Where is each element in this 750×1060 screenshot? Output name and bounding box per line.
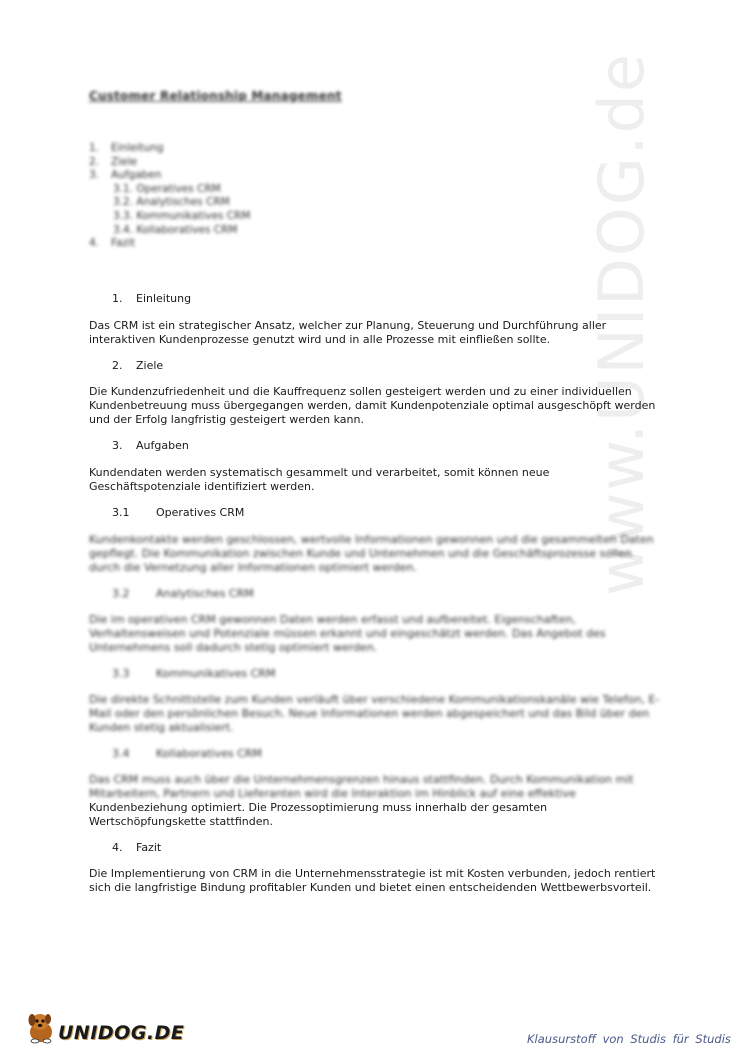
subsection-heading: 3.1 Operatives CRM bbox=[112, 506, 245, 519]
subsection-heading: 3.3 Kommunikatives CRM bbox=[112, 667, 276, 680]
table-of-contents bbox=[89, 142, 250, 251]
section-paragraph-blurred: Das CRM muss auch über die Unternehmensgrenzen hinaus stattfinden. Durch Kommunikation mit Mitarbeitern, Partnern und Lieferanten wird die Interaktion im Hinblick auf eine effektive bbox=[89, 773, 634, 800]
toc-item: 3. Aufgaben bbox=[89, 169, 162, 182]
section-heading: 3. Aufgaben bbox=[112, 439, 189, 452]
toc-item: 1. Einleitung bbox=[89, 142, 164, 154]
section-paragraph: Kundenbeziehung optimiert. Die Prozessoptimierung muss innerhalb der gesamten Wertschöpfungskette stattfinden. bbox=[89, 801, 548, 828]
section-heading: 4. Fazit bbox=[112, 841, 162, 854]
subsection-heading: 3.2 Analytisches CRM bbox=[112, 587, 254, 600]
section-paragraph: Die Implementierung von CRM in die Unternehmensstrategie ist mit Kosten verbunden, jedoch rentiert sich die langfristige Bindung profitabler Kunden und bietet einen entscheidenden Wettbewerbsvorteil. bbox=[89, 867, 656, 894]
section-heading: 2. Ziele bbox=[112, 359, 164, 372]
document-title: Customer Relationship Management bbox=[89, 89, 342, 103]
footer-tagline: Klausurstoff von Studis für Studis bbox=[527, 1032, 731, 1046]
toc-item: 2. Ziele bbox=[89, 155, 137, 168]
toc-item: 4. Fazit bbox=[89, 237, 136, 250]
toc-subitem: 3.4. Kollaboratives CRM bbox=[113, 223, 238, 236]
logo-text: UNIDOG.DE bbox=[58, 1022, 185, 1044]
toc-subitem: 3.2. Analytisches CRM bbox=[113, 196, 230, 209]
toc-subitem: 3.1. Operatives CRM bbox=[113, 182, 221, 195]
section-paragraph: Die im operativen CRM gewonnen Daten werden erfasst und aufbereitet. Eigenschaften, Verhaltensweisen und Potenziale müssen erkannt und eingeschätzt werden. Das Angebot des Unternehmens soll dadurch stetig optimiert werden. bbox=[89, 613, 606, 654]
section-heading: 1. Einleitung bbox=[112, 292, 192, 305]
subsection-heading: 3.4 Kollaboratives CRM bbox=[112, 747, 262, 760]
unidog-logo bbox=[26, 1010, 184, 1044]
section-paragraph: Kundendaten werden systematisch gesammelt und verarbeitet, somit können neue Geschäftspotenziale identifiziert werden. bbox=[89, 466, 550, 493]
toc-subitem: 3.3. Kommunikatives CRM bbox=[113, 209, 251, 222]
section-paragraph: Die Kundenzufriedenheit und die Kauffrequenz sollen gesteigert werden und zu einer individuellen Kundenbetreuung muss übergegangen werden, damit Kundenpotenziale optimal ausgeschöpft werden und der Erfolg langfristig gesteigert werden kann. bbox=[89, 385, 656, 426]
watermark: www.UNIDOG.de bbox=[585, 52, 658, 596]
dog-mascot-icon bbox=[26, 1010, 56, 1044]
section-paragraph: Kundenkontakte werden geschlossen, wertvolle Informationen gewonnen und die gesammelten Daten gepflegt. Die Kommunikation zwischen Kunde und Unternehmen und die Geschäftsprozesse sollen durch die Vernetzung aller Informationen optimiert werden. bbox=[89, 533, 654, 574]
section-paragraph: Die direkte Schnittstelle zum Kunden verläuft über verschiedene Kommunikationskanäle wie Telefon, E-Mail oder den persönlichen Besuch. Neue Informationen werden abgespeichert und das Bild über den Kunden stetig aktualisiert. bbox=[89, 693, 660, 734]
section-paragraph: Das CRM ist ein strategischer Ansatz, welcher zur Planung, Steuerung und Durchführung aller interaktiven Kundenprozesse genutzt wird und in alle Prozesse mit einfließen sollte. bbox=[89, 319, 607, 346]
